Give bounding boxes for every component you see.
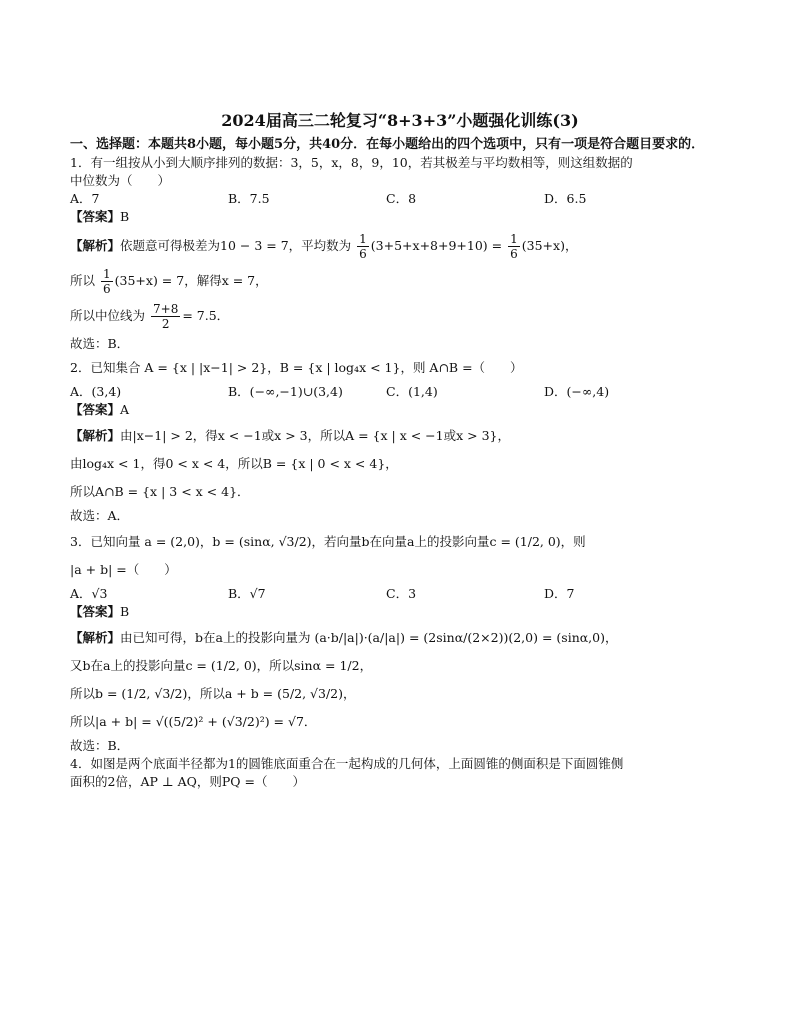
q2-analysis-line2: 由log₄x < 1，得0 < x < 4，所以B = {x | 0 < x < 4}， <box>70 456 398 471</box>
q2-option-d: D．(−∞,4) <box>544 384 610 399</box>
q1-fraction-one-sixth-b <box>508 232 520 261</box>
q1-answer: B <box>120 209 130 224</box>
q1-fraction-one-sixth-c <box>101 267 113 296</box>
frac-numerator: 1 <box>510 232 518 246</box>
frac-numerator: 1 <box>359 232 367 246</box>
q3-stem-line1: 3．已知向量 a = (2,0)，b = (sinα, √3/2)，若向量b在向量a上的投影向量c = (1/2, 0)，则 <box>70 534 586 549</box>
q1-analysis-text1: 依题意可得极差为10 − 3 = 7，平均数为 <box>120 238 352 253</box>
frac-numerator: 7+8 <box>153 302 179 316</box>
q4-stem-line1: 4．如图是两个底面半径都为1的圆锥底面重合在一起构成的几何体，上面圆锥的侧面积是下面圆锥侧 <box>70 756 624 771</box>
q2-option-a: A．(3,4) <box>70 384 122 399</box>
q3-analysis-line3: 所以b = (1/2, √3/2)，所以a + b = (5/2, √3/2)， <box>70 686 356 701</box>
frac-denominator: 2 <box>161 317 170 331</box>
q1-analysis-line2 <box>70 267 730 296</box>
frac-denominator: 6 <box>359 247 367 261</box>
q1-analysis-text5: (35+x) = 7，解得x = 7， <box>114 273 268 288</box>
q1-analysis-line3 <box>70 302 730 331</box>
q3-option-d: D．7 <box>544 586 575 601</box>
q3-answer-label: 【答案】 <box>70 604 121 619</box>
q2-stem: 2．已知集合 A = {x | |x−1| > 2}，B = {x | log₄x < 1}，则 A∩B =（ ） <box>70 360 523 375</box>
q3-options <box>70 585 730 603</box>
q1-options <box>70 190 730 208</box>
question-1 <box>70 154 730 353</box>
q3-analysis-label: 【解析】 <box>70 630 121 645</box>
q2-options <box>70 383 730 401</box>
q3-analysis-line2: 又b在a上的投影向量c = (1/2, 0)，所以sinα = 1/2， <box>70 658 373 673</box>
q1-analysis-text3: (35+x)， <box>521 238 578 253</box>
page-title: 2024届高三二轮复习“8+3+3”小题强化训练(3) <box>221 111 579 130</box>
q1-choose: 故选：B． <box>70 336 130 351</box>
q2-analysis-line3: 所以A∩B = {x | 3 < x < 4}． <box>70 484 250 499</box>
q2-choose: 故选：A． <box>70 508 130 523</box>
q2-analysis-line1: 由|x−1| > 2，得x < −1或x > 3，所以A = {x | x < −1或x > 3}， <box>120 428 510 443</box>
question-2 <box>70 359 730 525</box>
q1-analysis-text4: 所以 <box>70 273 96 288</box>
question-3 <box>70 531 730 755</box>
q1-stem-line2: 中位数为（ ） <box>70 173 171 188</box>
q3-answer: B <box>120 604 130 619</box>
question-4 <box>70 755 730 791</box>
q3-option-a: A．√3 <box>70 586 108 601</box>
q1-option-a: A．7 <box>70 191 100 206</box>
worksheet-page <box>70 108 730 791</box>
frac-denominator: 6 <box>103 282 111 296</box>
q2-analysis-label: 【解析】 <box>70 428 121 443</box>
q1-option-b: B．7.5 <box>228 191 270 206</box>
q1-analysis-text2: (3+5+x+8+9+10) = <box>370 238 503 253</box>
q1-analysis-line1 <box>70 232 730 261</box>
q3-stem-line2: |a + b| =（ ） <box>70 562 177 577</box>
q1-answer-label: 【答案】 <box>70 209 121 224</box>
frac-numerator: 1 <box>103 267 111 281</box>
q4-stem-line2: 面积的2倍，AP ⊥ AQ，则PQ =（ ） <box>70 774 305 789</box>
q3-choose: 故选：B． <box>70 738 130 753</box>
q1-option-c: C．8 <box>386 191 417 206</box>
frac-denominator: 6 <box>510 247 518 261</box>
q2-answer-label: 【答案】 <box>70 402 121 417</box>
q3-analysis-line4: 所以|a + b| = √((5/2)² + (√3/2)²) = √7． <box>70 714 317 729</box>
q1-analysis-text6: 所以中位线为 <box>70 308 146 323</box>
q2-answer: A <box>120 402 130 417</box>
q1-fraction-one-sixth-a <box>357 232 369 261</box>
q1-option-d: D．6.5 <box>544 191 587 206</box>
q1-fraction-median <box>151 302 180 331</box>
q3-option-c: C．3 <box>386 586 417 601</box>
q3-analysis-line1: 由已知可得，b在a上的投影向量为 (a·b/|a|)·(a/|a|) = (2sinα/(2×2))(2,0) = (sinα,0)， <box>120 630 618 645</box>
section-heading: 一、选择题：本题共8小题，每小题5分，共40分．在每小题给出的四个选项中，只有一项是符合题目要求的． <box>70 137 705 152</box>
q2-option-c: C．(1,4) <box>386 384 438 399</box>
q1-analysis-label: 【解析】 <box>70 238 121 253</box>
q1-stem-line1: 1．有一组按从小到大顺序排列的数据：3，5，x，8，9，10，若其极差与平均数相等，则这组数据的 <box>70 155 633 170</box>
q3-option-b: B．√7 <box>228 586 266 601</box>
q1-analysis-text7: = 7.5． <box>182 308 230 323</box>
q2-option-b: B．(−∞,−1)∪(3,4) <box>228 384 343 399</box>
